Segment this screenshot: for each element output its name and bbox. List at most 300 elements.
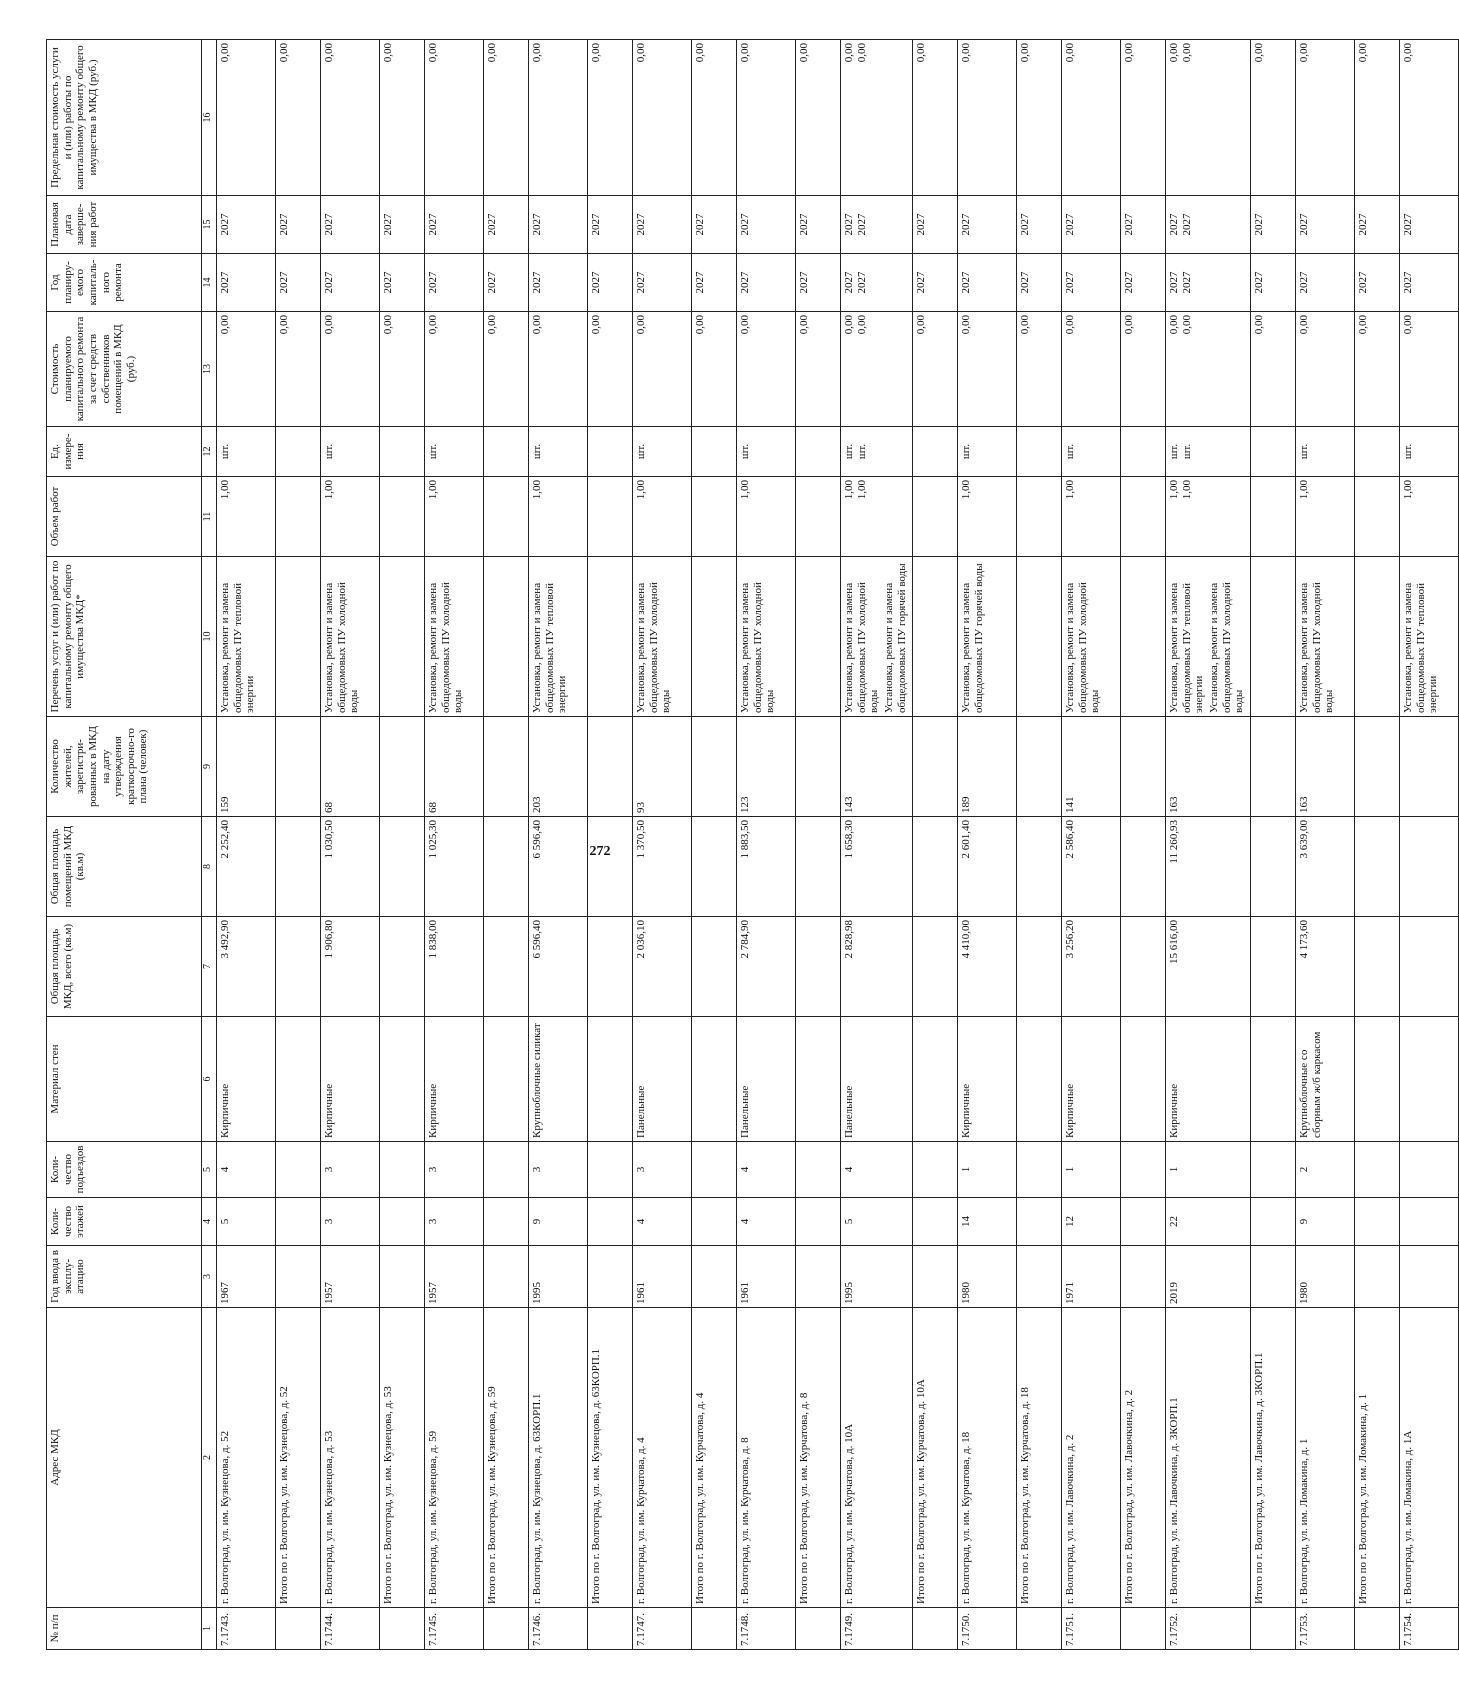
row-works <box>841 557 913 717</box>
row-area-total: 3 256,20 <box>1062 917 1121 1017</box>
total-row <box>380 40 425 1650</box>
row-cost: 0,00 <box>1296 312 1355 427</box>
total-limit-cost: 0,00 <box>692 40 737 196</box>
row-limit-cost: 0,00 <box>1296 40 1355 196</box>
total-plan-year: 2027 <box>588 254 633 312</box>
table-row <box>1400 40 1459 1650</box>
work-item: Установка, ремонт и замена общедомовых ПУ горячей воды <box>960 563 985 713</box>
row-year: 1961 <box>633 1246 692 1308</box>
work-item: Установка, ремонт и замена общедомовых ПУ тепловой энергии <box>1168 582 1206 713</box>
row-year: 1980 <box>958 1246 1017 1308</box>
total-end-date: 2027 <box>588 196 633 254</box>
row-address: г. Волгоград, ул. им. Лавочкина, д. 2 <box>1062 1308 1121 1608</box>
row-entrances: 3 <box>633 1142 692 1198</box>
total-cost: 0,00 <box>1251 312 1296 427</box>
header-volume: Объем работ <box>47 477 202 557</box>
total-cost: 0,00 <box>1121 312 1166 427</box>
row-unit: шт. <box>1400 427 1459 477</box>
total-row <box>1355 40 1400 1650</box>
row-residents: 93 <box>633 717 692 817</box>
total-row <box>588 40 633 1650</box>
table-row <box>1296 40 1355 1650</box>
row-number: 7.1752. <box>1166 1608 1251 1650</box>
row-area-total: 4 410,00 <box>958 917 1017 1017</box>
row-address: г. Волгоград, ул. им. Курчатова, д. 8 <box>737 1308 796 1608</box>
row-address: г. Волгоград, ул. им. Кузнецова, д. 52 <box>217 1308 276 1608</box>
row-plan-year: 2027 <box>1062 254 1121 312</box>
total-limit-cost: 0,00 <box>1017 40 1062 196</box>
row-plan-year: 2027 <box>217 254 276 312</box>
header-limit-cost: Предельная стоимость услуги и (или) работы по капитальному ремонту общего имущества в МКД (руб.) <box>47 40 202 196</box>
row-volume: 1,00 1,00 <box>1166 477 1251 557</box>
row-area-rooms: 1 370,50 <box>633 817 692 917</box>
row-address: г. Волгоград, ул. им. Лавочкина, д. 3КОРП.1 <box>1166 1308 1251 1608</box>
row-end-date: 2027 <box>1062 196 1121 254</box>
row-cost: 0,00 0,00 <box>841 312 913 427</box>
total-row <box>484 40 529 1650</box>
row-total-label: Итого по г. Волгоград, ул. им. Кузнецова, д. 59 <box>484 1308 529 1608</box>
row-total-label: Итого по г. Волгоград, ул. им. Кузнецова, д. 52 <box>276 1308 321 1608</box>
row-number: 7.1754. <box>1400 1608 1459 1650</box>
total-plan-year: 2027 <box>1355 254 1400 312</box>
work-item: Установка, ремонт и замена общедомовых ПУ тепловой энергии <box>1402 582 1440 713</box>
row-cost: 0,00 0,00 <box>1166 312 1251 427</box>
total-limit-cost: 0,00 <box>380 40 425 196</box>
total-cost: 0,00 <box>380 312 425 427</box>
row-number: 7.1745. <box>425 1608 484 1650</box>
total-limit-cost: 0,00 <box>484 40 529 196</box>
row-plan-year: 2027 <box>958 254 1017 312</box>
row-unit: шт. <box>1062 427 1121 477</box>
work-item: Установка, ремонт и замена общедомовых ПУ холодной воды <box>1298 582 1336 713</box>
row-works <box>217 557 276 717</box>
table-row <box>529 40 588 1650</box>
total-limit-cost: 0,00 <box>1355 40 1400 196</box>
row-end-date: 2027 2027 <box>841 196 913 254</box>
row-walls <box>1400 1017 1459 1142</box>
row-end-date: 2027 <box>633 196 692 254</box>
table-row <box>633 40 692 1650</box>
row-residents: 163 <box>1166 717 1251 817</box>
row-residents: 143 <box>841 717 913 817</box>
total-cost: 0,00 <box>796 312 841 427</box>
row-entrances: 3 <box>529 1142 588 1198</box>
table-row <box>425 40 484 1650</box>
total-limit-cost: 0,00 <box>1121 40 1166 196</box>
row-number: 7.1744. <box>321 1608 380 1650</box>
row-residents: 189 <box>958 717 1017 817</box>
row-volume: 1,00 <box>217 477 276 557</box>
header-year: Год ввода в эксплу-атацию <box>47 1246 202 1308</box>
total-row <box>1251 40 1296 1650</box>
col-number: 14 <box>202 254 217 312</box>
row-walls: Панельные <box>737 1017 796 1142</box>
row-residents: 123 <box>737 717 796 817</box>
total-cost: 0,00 <box>1355 312 1400 427</box>
row-unit: шт. <box>425 427 484 477</box>
row-floors: 3 <box>425 1198 484 1246</box>
row-walls: Крупноблочные силикат <box>529 1017 588 1142</box>
row-end-date: 2027 <box>737 196 796 254</box>
col-number: 6 <box>202 1017 217 1142</box>
row-area-rooms <box>1400 817 1459 917</box>
table-row <box>958 40 1017 1650</box>
row-cost: 0,00 <box>958 312 1017 427</box>
row-cost: 0,00 <box>425 312 484 427</box>
row-volume: 1,00 <box>633 477 692 557</box>
row-address: г. Волгоград, ул. им. Курчатова, д. 18 <box>958 1308 1017 1608</box>
col-number: 12 <box>202 427 217 477</box>
row-works <box>958 557 1017 717</box>
col-number: 16 <box>202 40 217 196</box>
row-area-total: 3 492,90 <box>217 917 276 1017</box>
row-entrances: 3 <box>321 1142 380 1198</box>
row-address: г. Волгоград, ул. им. Ломакина, д. 1 <box>1296 1308 1355 1608</box>
row-volume: 1,00 <box>1062 477 1121 557</box>
row-year: 1967 <box>217 1246 276 1308</box>
row-area-total: 6 596,40 <box>529 917 588 1017</box>
row-total-label: Итого по г. Волгоград, ул. им. Курчатова, д. 8 <box>796 1308 841 1608</box>
row-volume: 1,00 <box>529 477 588 557</box>
row-area-rooms: 1 883,50 <box>737 817 796 917</box>
table-row <box>321 40 380 1650</box>
total-plan-year: 2027 <box>276 254 321 312</box>
work-item: Установка, ремонт и замена общедомовых ПУ холодной воды <box>323 582 361 713</box>
row-end-date: 2027 <box>217 196 276 254</box>
col-number: 1 <box>202 1608 217 1650</box>
row-end-date: 2027 <box>425 196 484 254</box>
total-end-date: 2027 <box>276 196 321 254</box>
row-plan-year: 2027 <box>737 254 796 312</box>
row-floors: 4 <box>737 1198 796 1246</box>
row-year: 1957 <box>321 1246 380 1308</box>
row-area-total: 1 838,00 <box>425 917 484 1017</box>
total-end-date: 2027 <box>1017 196 1062 254</box>
row-area-rooms: 2 586,40 <box>1062 817 1121 917</box>
row-address: г. Волгоград, ул. им. Кузнецова, д. 53 <box>321 1308 380 1608</box>
row-floors: 5 <box>841 1198 913 1246</box>
row-area-total: 1 906,80 <box>321 917 380 1017</box>
row-floors: 9 <box>1296 1198 1355 1246</box>
row-year: 1980 <box>1296 1246 1355 1308</box>
row-works <box>737 557 796 717</box>
row-number: 7.1747. <box>633 1608 692 1650</box>
col-number: 5 <box>202 1142 217 1198</box>
row-plan-year: 2027 <box>633 254 692 312</box>
total-plan-year: 2027 <box>1017 254 1062 312</box>
row-unit: шт. шт. <box>1166 427 1251 477</box>
row-end-date: 2027 <box>321 196 380 254</box>
row-residents: 203 <box>529 717 588 817</box>
row-year <box>1400 1246 1459 1308</box>
row-volume: 1,00 <box>1296 477 1355 557</box>
total-end-date: 2027 <box>380 196 425 254</box>
total-row <box>276 40 321 1650</box>
header-num: № п/п <box>47 1608 202 1650</box>
total-cost: 0,00 <box>276 312 321 427</box>
total-end-date: 2027 <box>796 196 841 254</box>
row-number: 7.1743. <box>217 1608 276 1650</box>
row-area-rooms: 6 596,40 <box>529 817 588 917</box>
col-number: 15 <box>202 196 217 254</box>
row-plan-year: 2027 <box>425 254 484 312</box>
row-works <box>529 557 588 717</box>
col-number: 9 <box>202 717 217 817</box>
row-entrances: 3 <box>425 1142 484 1198</box>
row-walls: Панельные <box>841 1017 913 1142</box>
total-limit-cost: 0,00 <box>913 40 958 196</box>
row-works <box>633 557 692 717</box>
row-year: 1971 <box>1062 1246 1121 1308</box>
header-floors: Коли-чество этажей <box>47 1198 202 1246</box>
row-plan-year: 2027 <box>321 254 380 312</box>
row-end-date: 2027 2027 <box>1166 196 1251 254</box>
header-cost: Стоимость планируемого капитального ремонта за счет средств собственников помещений в МКД (руб.) <box>47 312 202 427</box>
capital-repair-table <box>46 39 1459 1650</box>
row-floors: 22 <box>1166 1198 1251 1246</box>
total-row <box>796 40 841 1650</box>
row-cost: 0,00 <box>529 312 588 427</box>
header-walls: Материал стен <box>47 1017 202 1142</box>
row-year: 1957 <box>425 1246 484 1308</box>
row-floors: 12 <box>1062 1198 1121 1246</box>
row-residents: 141 <box>1062 717 1121 817</box>
total-end-date: 2027 <box>1121 196 1166 254</box>
total-end-date: 2027 <box>692 196 737 254</box>
row-limit-cost: 0,00 <box>529 40 588 196</box>
row-walls: Кирпичные <box>1166 1017 1251 1142</box>
row-works <box>1296 557 1355 717</box>
col-number: 10 <box>202 557 217 717</box>
total-end-date: 2027 <box>1251 196 1296 254</box>
header-residents: Количество жителей, зарегистри-рованных в МКД на дату утверждения краткосрочно-го плана (человек) <box>47 717 202 817</box>
col-number: 13 <box>202 312 217 427</box>
total-plan-year: 2027 <box>1251 254 1296 312</box>
row-unit: шт. <box>737 427 796 477</box>
row-end-date: 2027 <box>529 196 588 254</box>
row-unit: шт. шт. <box>841 427 913 477</box>
total-row <box>913 40 958 1650</box>
row-entrances: 1 <box>958 1142 1017 1198</box>
row-plan-year: 2027 2027 <box>1166 254 1251 312</box>
row-volume: 1,00 <box>1400 477 1459 557</box>
row-end-date: 2027 <box>1296 196 1355 254</box>
row-address: г. Волгоград, ул. им. Ломакина, д. 1А <box>1400 1308 1459 1608</box>
row-entrances: 4 <box>217 1142 276 1198</box>
row-area-rooms: 11 260,93 <box>1166 817 1251 917</box>
total-cost: 0,00 <box>692 312 737 427</box>
work-item: Установка, ремонт и замена общедомовых ПУ горячей воды <box>882 563 908 713</box>
row-volume: 1,00 <box>958 477 1017 557</box>
row-residents <box>1400 717 1459 817</box>
row-limit-cost: 0,00 <box>737 40 796 196</box>
row-address: г. Волгоград, ул. им. Кузнецова, д. 63КОРП.1 <box>529 1308 588 1608</box>
work-item: Установка, ремонт и замена общедомовых ПУ холодной воды <box>427 582 465 713</box>
work-item: Установка, ремонт и замена общедомовых ПУ холодной воды <box>739 582 777 713</box>
row-total-label: Итого по г. Волгоград, ул. им. Лавочкина, д. 2 <box>1121 1308 1166 1608</box>
header-unit: Ед. измере-ния <box>47 427 202 477</box>
row-number: 7.1748. <box>737 1608 796 1650</box>
row-entrances: 4 <box>841 1142 913 1198</box>
row-area-total: 4 173,60 <box>1296 917 1355 1017</box>
header-address: Адрес МКД <box>47 1308 202 1608</box>
total-plan-year: 2027 <box>692 254 737 312</box>
row-cost: 0,00 <box>1062 312 1121 427</box>
row-walls: Кирпичные <box>217 1017 276 1142</box>
row-unit: шт. <box>217 427 276 477</box>
col-number: 11 <box>202 477 217 557</box>
row-residents: 159 <box>217 717 276 817</box>
page-number: 272 <box>589 844 611 859</box>
col-number: 7 <box>202 917 217 1017</box>
row-number: 7.1751. <box>1062 1608 1121 1650</box>
row-cost: 0,00 <box>1400 312 1459 427</box>
row-area-total: 2 036,10 <box>633 917 692 1017</box>
row-area-rooms: 1 030,50 <box>321 817 380 917</box>
row-year: 1995 <box>841 1246 913 1308</box>
row-walls: Крупноблочные со сборным ж/б каркасом <box>1296 1017 1355 1142</box>
total-cost: 0,00 <box>913 312 958 427</box>
row-walls: Панельные <box>633 1017 692 1142</box>
row-residents: 68 <box>425 717 484 817</box>
total-cost: 0,00 <box>588 312 633 427</box>
col-number: 3 <box>202 1246 217 1308</box>
row-limit-cost: 0,00 0,00 <box>841 40 913 196</box>
row-cost: 0,00 <box>217 312 276 427</box>
total-plan-year: 2027 <box>484 254 529 312</box>
total-limit-cost: 0,00 <box>276 40 321 196</box>
row-floors: 9 <box>529 1198 588 1246</box>
row-number: 7.1750. <box>958 1608 1017 1650</box>
col-number: 8 <box>202 817 217 917</box>
header-area-total: Общая площадь МКД, всего (кв.м) <box>47 917 202 1017</box>
row-works <box>1166 557 1251 717</box>
table-row <box>1166 40 1251 1650</box>
header-entrances: Коли-чество подъездов <box>47 1142 202 1198</box>
work-item: Установка, ремонт и замена общедомовых ПУ тепловой энергии <box>531 582 569 713</box>
row-entrances: 1 <box>1062 1142 1121 1198</box>
row-total-label: Итого по г. Волгоград, ул. им. Курчатова, д. 4 <box>692 1308 737 1608</box>
total-cost: 0,00 <box>1017 312 1062 427</box>
row-unit: шт. <box>321 427 380 477</box>
row-residents: 68 <box>321 717 380 817</box>
total-cost: 0,00 <box>484 312 529 427</box>
row-limit-cost: 0,00 <box>425 40 484 196</box>
total-end-date: 2027 <box>913 196 958 254</box>
row-residents: 163 <box>1296 717 1355 817</box>
row-unit: шт. <box>633 427 692 477</box>
row-limit-cost: 0,00 <box>958 40 1017 196</box>
row-plan-year: 2027 2027 <box>841 254 913 312</box>
total-limit-cost: 0,00 <box>796 40 841 196</box>
row-volume: 1,00 <box>737 477 796 557</box>
row-total-label: Итого по г. Волгоград, ул. им. Лавочкина, д. 3КОРП.1 <box>1251 1308 1296 1608</box>
table-row <box>1062 40 1121 1650</box>
row-floors <box>1400 1198 1459 1246</box>
work-item: Установка, ремонт и замена общедомовых ПУ холодной воды <box>635 582 673 713</box>
row-unit: шт. <box>1296 427 1355 477</box>
row-limit-cost: 0,00 <box>321 40 380 196</box>
work-item: Установка, ремонт и замена общедомовых ПУ холодной воды <box>1064 582 1102 713</box>
row-limit-cost: 0,00 <box>1062 40 1121 196</box>
row-works <box>1400 557 1459 717</box>
row-year: 1961 <box>737 1246 796 1308</box>
row-year: 2019 <box>1166 1246 1251 1308</box>
row-area-rooms: 2 601,40 <box>958 817 1017 917</box>
row-number: 7.1746. <box>529 1608 588 1650</box>
total-end-date: 2027 <box>484 196 529 254</box>
row-walls: Кирпичные <box>321 1017 380 1142</box>
row-limit-cost: 0,00 <box>217 40 276 196</box>
row-entrances: 4 <box>737 1142 796 1198</box>
row-number: 7.1753. <box>1296 1608 1355 1650</box>
row-address: г. Волгоград, ул. им. Курчатова, д. 4 <box>633 1308 692 1608</box>
row-address: г. Волгоград, ул. им. Курчатова, д. 10А <box>841 1308 913 1608</box>
rotated-table-container <box>46 40 1440 1650</box>
row-floors: 3 <box>321 1198 380 1246</box>
row-limit-cost: 0,00 0,00 <box>1166 40 1251 196</box>
total-plan-year: 2027 <box>380 254 425 312</box>
header-end-date: Плановая дата заверше-ния работ <box>47 196 202 254</box>
row-limit-cost: 0,00 <box>633 40 692 196</box>
row-entrances <box>1400 1142 1459 1198</box>
row-entrances: 2 <box>1296 1142 1355 1198</box>
work-item: Установка, ремонт и замена общедомовых ПУ холодной воды <box>843 582 881 713</box>
row-area-rooms: 1 025,30 <box>425 817 484 917</box>
table-row <box>217 40 276 1650</box>
row-plan-year: 2027 <box>1296 254 1355 312</box>
row-works <box>425 557 484 717</box>
row-unit: шт. <box>529 427 588 477</box>
row-unit: шт. <box>958 427 1017 477</box>
row-area-total: 2 828,98 <box>841 917 913 1017</box>
col-number: 2 <box>202 1308 217 1608</box>
row-volume: 1,00 <box>321 477 380 557</box>
row-area-rooms: 3 639,00 <box>1296 817 1355 917</box>
row-end-date: 2027 <box>958 196 1017 254</box>
header-row <box>47 40 202 1650</box>
row-area-total: 2 784,90 <box>737 917 796 1017</box>
row-total-label: Итого по г. Волгоград, ул. им. Кузнецова, д. 63КОРП.1 <box>588 1308 633 1608</box>
col-number: 4 <box>202 1198 217 1246</box>
row-area-rooms: 1 658,30 <box>841 817 913 917</box>
table-row <box>841 40 913 1650</box>
row-limit-cost: 0,00 <box>1400 40 1459 196</box>
row-walls: Кирпичные <box>958 1017 1017 1142</box>
row-total-label: Итого по г. Волгоград, ул. им. Кузнецова, д. 53 <box>380 1308 425 1608</box>
row-area-rooms: 2 252,40 <box>217 817 276 917</box>
total-row <box>1017 40 1062 1650</box>
row-area-total: 15 616,00 <box>1166 917 1251 1017</box>
row-area-total <box>1400 917 1459 1017</box>
header-works: Перечень услуг и (или) работ по капитальному ремонту общего имущества МКД* <box>47 557 202 717</box>
header-plan-year: Год планиру-емого капиталь-ного ремонта <box>47 254 202 312</box>
row-address: г. Волгоград, ул. им. Кузнецова, д. 59 <box>425 1308 484 1608</box>
row-year: 1995 <box>529 1246 588 1308</box>
row-end-date: 2027 <box>1400 196 1459 254</box>
row-works <box>321 557 380 717</box>
row-plan-year: 2027 <box>529 254 588 312</box>
total-plan-year: 2027 <box>1121 254 1166 312</box>
row-floors: 4 <box>633 1198 692 1246</box>
column-number-row <box>202 40 217 1650</box>
total-row <box>1121 40 1166 1650</box>
row-cost: 0,00 <box>321 312 380 427</box>
row-total-label: Итого по г. Волгоград, ул. им. Ломакина, д. 1 <box>1355 1308 1400 1608</box>
total-row <box>692 40 737 1650</box>
row-number: 7.1749. <box>841 1608 913 1650</box>
header-area-rooms: Общая площадь помещений МКД (кв.м) <box>47 817 202 917</box>
